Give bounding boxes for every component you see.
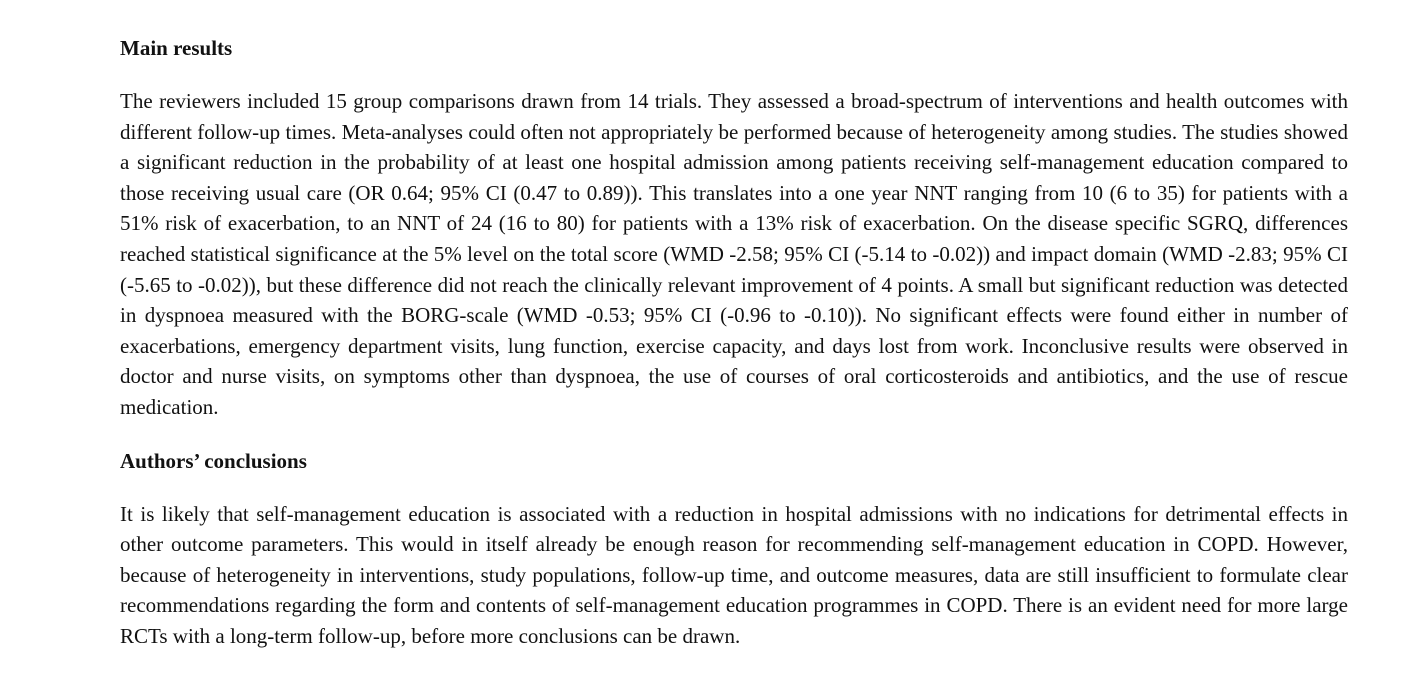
document-page [120,34,1348,652]
section-body-authors-conclusions: It is likely that self-management education is associated with a reduction in hospital admissions with no indications for detrimental effects in other outcome parameters. This would in itself already be enough reason for recommending self-management education in COPD. However, because of heterogeneity in interventions, study populations, follow-up time, and outcome measures, data are still insufficient to formulate clear recommendations regarding the form and contents of self-management education programmes in COPD. There is an evident need for more large RCTs with a long-term follow-up, before more conclusions can be drawn. [120,501,1348,648]
section-heading-authors-conclusions: Authors’ conclusions [120,448,307,473]
section-heading-main-results: Main results [120,36,233,60]
section-body-main-results: The reviewers included 15 group comparisons drawn from 14 trials. They assessed a broad-spectrum of interventions and health outcomes with different follow-up times. Meta-analyses could often not appropriately be performed because of heterogeneity among studies. The studies showed a significant reduction in the probability of at least one hospital admission among patients receiving self-management education compared to those receiving usual care (OR 0.64; 95% CI (0.47 to 0.89)). This translates into a one year NNT ranging from 10 (6 to 35) for patients with a 51% risk of exacerbation, to an NNT of 24 (16 to 80) for patients with a 13% risk of exacerbation. On the disease specific SGRQ, differences reached statistical significance at the 5% level on the total score (WMD -2.58; 95% CI (-5.14 to -0.02)) and impact domain (WMD -2.83; 95% CI (-5.65 to -0.02)), but these difference did not reach the clinically relevant improvement of 4 points. A small but significant reduction was detected in dyspnoea measured with the BORG-scale (WMD -0.53; 95% CI (-0.96 to -0.10)). No significant effects were found either in number of exacerbations, emergency department visits, lung function, exercise capacity, and days lost from work. Inconclusive results were observed in doctor and nurse visits, on symptoms other than dyspnoea, the use of courses of oral corticosteroids and antibiotics, and the use of rescue medication. [120,89,1348,419]
